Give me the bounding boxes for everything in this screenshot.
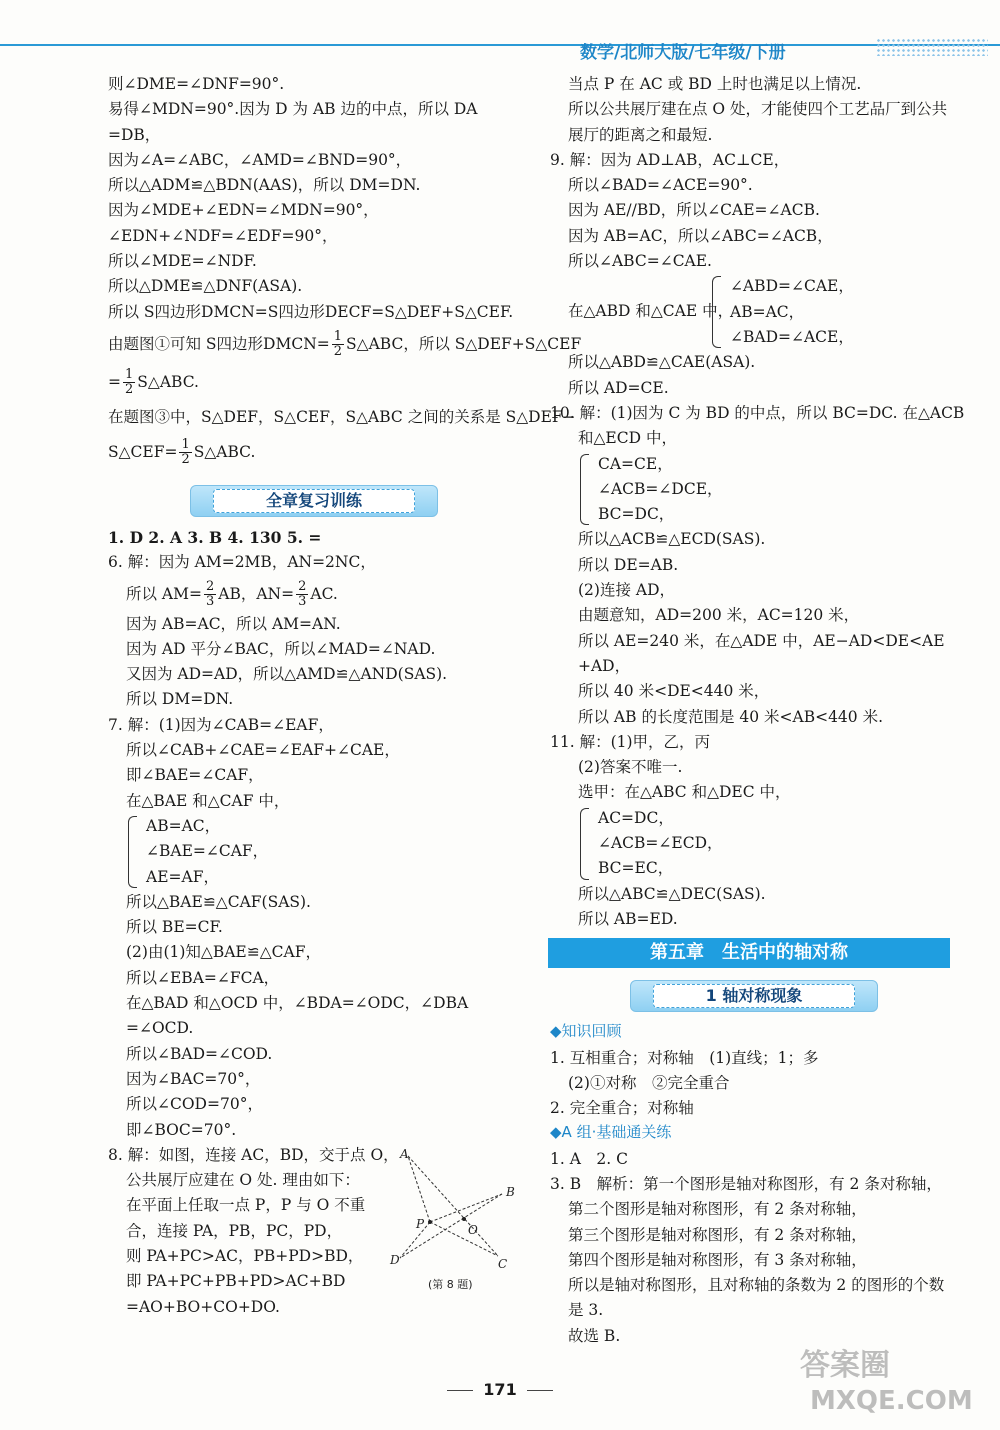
text-line: =∠OCD.	[126, 1019, 194, 1038]
text-line: (2)连接 AD，	[578, 581, 676, 600]
left-column	[108, 72, 582, 1320]
text-segment: =	[108, 372, 121, 391]
text-line: 1. 互相重合；对称轴 (1)直线；1；多	[550, 1048, 819, 1067]
header-dot-pattern	[876, 38, 988, 56]
denominator: 3	[205, 594, 215, 610]
fraction	[204, 580, 216, 609]
subject-title: 数学/北师大版/七年级/下册	[580, 43, 786, 63]
text-line: 所以∠EBA=∠FCA，	[126, 968, 280, 987]
text-line: ∠EDN+∠NDF=∠EDF=90°，	[108, 226, 338, 245]
condition-brace	[710, 274, 854, 350]
text-line: 所以 AB 的长度范围是 40 米<AB<440 米.	[578, 707, 884, 726]
text-line: 所以 40 米<DE<440 米，	[578, 682, 770, 701]
text-line: 所以 DE=AB.	[578, 555, 679, 574]
brace-mark	[712, 276, 721, 348]
denominator: 3	[298, 594, 307, 610]
denominator: 2	[333, 344, 343, 360]
text-segment: AB，AN=	[218, 584, 295, 603]
text-line: 即∠BAE=∠CAF，	[126, 766, 264, 785]
text-line: ∠ACB=∠ECD，	[598, 834, 723, 853]
dash	[447, 1390, 473, 1391]
text-line: (2)答案不唯一.	[578, 758, 683, 777]
geometry-figure	[390, 1146, 528, 1296]
text-line: =AO+BO+CO+DO.	[126, 1297, 280, 1316]
text-line: 所以∠COD=70°，	[126, 1095, 263, 1114]
text-line: 所以△ACB≌△ECD(SAS).	[578, 530, 766, 549]
denominator: 2	[125, 382, 134, 398]
point-p	[428, 1220, 432, 1224]
fraction-line	[108, 433, 532, 471]
numerator: 1	[333, 329, 343, 345]
question-10: 10. 解：(1)因为 C 为 BD 的中点，所以 BC=DC. 在△ACB	[550, 403, 965, 422]
fraction	[123, 368, 135, 397]
condition-brace	[578, 806, 970, 882]
answer-line: 1. D 2. A 3. B 4. 130 5. =	[108, 527, 322, 547]
text-line: 所以∠BAD=∠ACE=90°.	[568, 176, 753, 195]
denominator: 2	[181, 452, 190, 468]
text-line: 故选 B.	[568, 1326, 621, 1345]
question-6: 6. 解：因为 AM=2MB，AN=2NC，	[108, 553, 376, 572]
text-line: 因为∠BAC=70°，	[126, 1069, 261, 1088]
text-line: CA=CE，	[598, 454, 673, 473]
text-line: 所以△DME≌△DNF(ASA).	[108, 277, 303, 296]
text-segment: S△ABC，所以 S△DEF+S△CEF	[346, 334, 582, 353]
label-p: P	[416, 1217, 425, 1231]
question-11: 11. 解：(1)甲，乙，丙	[550, 732, 711, 751]
text-line: 所以是轴对称图形，且对称轴的条数为 2 的图形的个数	[568, 1276, 945, 1295]
text-line: 所以△ABC≌△DEC(SAS).	[578, 884, 766, 903]
segment-pd	[400, 1222, 430, 1258]
text-line: ∠ACB=∠DCE，	[598, 479, 723, 498]
figure-caption: (第 8 题)	[428, 1278, 473, 1291]
text-line: 第三个图形是轴对称图形，有 2 条对称轴，	[568, 1225, 867, 1244]
text-line: 所以△ABD≌△CAE(ASA).	[568, 353, 756, 372]
header-rule	[0, 44, 1000, 46]
text-line: 因为 AB=AC，所以 AM=AN.	[126, 614, 341, 633]
text-segment: 所以 AM=	[126, 584, 202, 603]
text-segment: S△ABC.	[193, 442, 256, 461]
label-c: C	[498, 1257, 508, 1271]
text-line: ∠BAD=∠ACE，	[730, 327, 854, 346]
text-line: 因为 AB=AC，所以∠ABC=∠ACB，	[568, 226, 833, 245]
text-line: 所以 DM=DN.	[126, 690, 234, 709]
numerator: 2	[205, 579, 215, 595]
text-segment: S△ABC.	[137, 372, 199, 391]
condition-group	[550, 274, 970, 350]
text-line: 则 PA+PC>AC，PB+PD>BD，	[126, 1246, 364, 1265]
text-line: 所以∠ABC=∠CAE.	[568, 252, 712, 271]
text-line: 是 3.	[568, 1301, 604, 1320]
question-7: 7. 解：(1)因为∠CAB=∠EAF，	[108, 715, 334, 734]
question-9: 9. 解：因为 AD⊥AB，AC⊥CE，	[550, 150, 790, 169]
text-line: 则∠DME=∠DNF=90°.	[108, 75, 285, 93]
chapter-title: 第五章 生活中的轴对称	[548, 938, 950, 968]
text-line: 所以∠MDE=∠NDF.	[108, 252, 257, 271]
text-line: ∠ABD=∠CAE，	[730, 277, 854, 296]
text-segment: AC.	[310, 584, 338, 603]
numerator: 1	[181, 437, 190, 453]
text-line: 在平面上任取一点 P，P 与 O 不重	[126, 1196, 366, 1215]
watermark-text: 答案圈	[800, 1348, 890, 1383]
page-number-text: 171	[483, 1380, 517, 1399]
text-line: 因为 AE//BD，所以∠CAE=∠ACB.	[568, 201, 820, 220]
text-line: 合，连接 PA，PB，PC，PD，	[126, 1221, 343, 1240]
section-banner	[108, 479, 532, 519]
text-line: 2. 完全重合；对称轴	[550, 1099, 694, 1118]
fraction	[179, 438, 191, 467]
condition-brace	[126, 814, 532, 890]
text-line: 选甲：在△ABC 和△DEC 中，	[578, 783, 791, 802]
text-line: 又因为 AD=AD，所以△AMD≌△AND(SAS).	[126, 665, 448, 684]
text-line: 所以△ADM≌△BDN(AAS)，所以 DM=DN.	[108, 176, 421, 195]
text-line: AE=AF，	[146, 867, 219, 886]
segment-pc	[430, 1222, 498, 1256]
text-line: 所以 AE=240 米，在△ADE 中，AE−AD<DE<AE	[578, 631, 945, 650]
text-line: 所以公共展厅建在点 O 处，才能使四个工艺品厂到公共	[568, 100, 948, 119]
section-heading: ◆A 组·基础通关练	[550, 1123, 672, 1142]
fraction-line	[108, 363, 532, 401]
text-segment: 由题图①可知 S四边形DMCN=	[108, 334, 330, 353]
label-d: D	[390, 1253, 400, 1267]
text-line: BC=DC，	[598, 505, 675, 524]
text-line: 和△ECD 中，	[578, 429, 677, 448]
text-line: 所以△BAE≌△CAF(SAS).	[126, 892, 311, 911]
text-line: 所以 BE=CF.	[126, 918, 223, 937]
point-o	[462, 1217, 466, 1221]
text-line: 因为 AD 平分∠BAC，所以∠MAD=∠NAD.	[126, 639, 436, 658]
text-line: 1. A 2. C	[550, 1149, 628, 1168]
text-line: AC=DC，	[598, 808, 674, 827]
text-line: 所以 AD=CE.	[568, 378, 669, 397]
text-line: 易得∠MDN=90°.因为 D 为 AB 边的中点，所以 DA	[108, 100, 478, 119]
numerator: 2	[298, 579, 307, 595]
label-b: B	[506, 1185, 515, 1199]
text-line: =DB，	[108, 125, 161, 144]
text-line: 第二个图形是轴对称图形，有 2 条对称轴，	[568, 1200, 867, 1219]
section-banner	[550, 974, 970, 1014]
text-line: ∠BAE=∠CAF，	[146, 842, 269, 861]
right-column	[550, 72, 970, 1349]
text-line: 因为∠MDE+∠EDN=∠MDN=90°，	[108, 201, 379, 220]
text-line: 所以∠CAB+∠CAE=∠EAF+∠CAE，	[126, 741, 400, 760]
text-line: 当点 P 在 AC 或 BD 上时也满足以上情况.	[568, 75, 862, 93]
text-line: (2)①对称 ②完全重合	[568, 1073, 730, 1092]
section-heading: ◆知识回顾	[550, 1022, 622, 1041]
page-header	[0, 0, 1000, 70]
fraction	[296, 580, 308, 609]
watermark-url: MXQE.COM	[810, 1386, 973, 1416]
text-line: 在△BAE 和△CAF 中，	[126, 791, 290, 810]
banner-title: 全章复习训练	[213, 489, 415, 513]
banner-pill	[630, 980, 878, 1012]
text-line: AB=AC，	[146, 816, 221, 835]
banner-pill	[190, 485, 438, 517]
dash	[527, 1390, 553, 1391]
watermark	[800, 1340, 990, 1420]
label-a: A	[400, 1147, 409, 1161]
numerator: 1	[125, 367, 134, 383]
label-o: O	[468, 1223, 478, 1237]
segment-ac	[408, 1156, 498, 1256]
brace-mark	[580, 454, 589, 526]
segment-pa	[408, 1156, 430, 1222]
question-8: 8. 解：如图，连接 AC，BD，交于点 O，	[108, 1145, 399, 1164]
text-line: 因为∠A=∠ABC，∠AMD=∠BND=90°，	[108, 150, 412, 169]
text-line: 在△ABD 和△CAE 中，	[568, 302, 734, 321]
fraction-line	[108, 325, 582, 363]
text-line: 所以 S四边形DMCN=S四边形DECF=S△DEF+S△CEF.	[108, 302, 514, 321]
condition-brace	[578, 452, 970, 528]
fraction-line	[108, 576, 532, 612]
brace-mark	[580, 808, 589, 880]
text-line: 即∠BOC=70°.	[126, 1120, 237, 1139]
text-line: AB=AC，	[730, 302, 805, 321]
banner-title: 1 轴对称现象	[653, 984, 855, 1008]
text-line: 在题图③中，S△DEF，S△CEF，S△ABC 之间的关系是 S△DEF−	[108, 407, 576, 426]
text-line: (2)由(1)知△BAE≌△CAF，	[126, 943, 321, 962]
text-line: 所以∠BAD=∠COD.	[126, 1044, 273, 1063]
text-line: 第四个图形是轴对称图形，有 3 条对称轴，	[568, 1250, 867, 1269]
text-line: 所以 AB=ED.	[578, 909, 678, 928]
text-segment: S△CEF=	[108, 442, 178, 461]
text-line: 即 PA+PC+PB+PD>AC+BD	[126, 1272, 346, 1291]
segment-pb	[430, 1194, 502, 1222]
fraction	[332, 330, 344, 359]
brace-mark	[128, 816, 137, 888]
text-line: 展厅的距离之和最短.	[568, 125, 713, 144]
text-line: 3. B 解析：第一个图形是轴对称图形，有 2 条对称轴，	[550, 1174, 942, 1193]
text-line: 在△BAD 和△OCD 中，∠BDA=∠ODC，∠DBA	[126, 994, 469, 1013]
text-line: 公共展厅应建在 O 处. 理由如下：	[126, 1171, 360, 1190]
text-line: 由题意知，AD=200 米，AC=120 米，	[578, 606, 860, 625]
text-line: BC=EC，	[598, 859, 674, 878]
text-line: +AD，	[578, 656, 631, 675]
